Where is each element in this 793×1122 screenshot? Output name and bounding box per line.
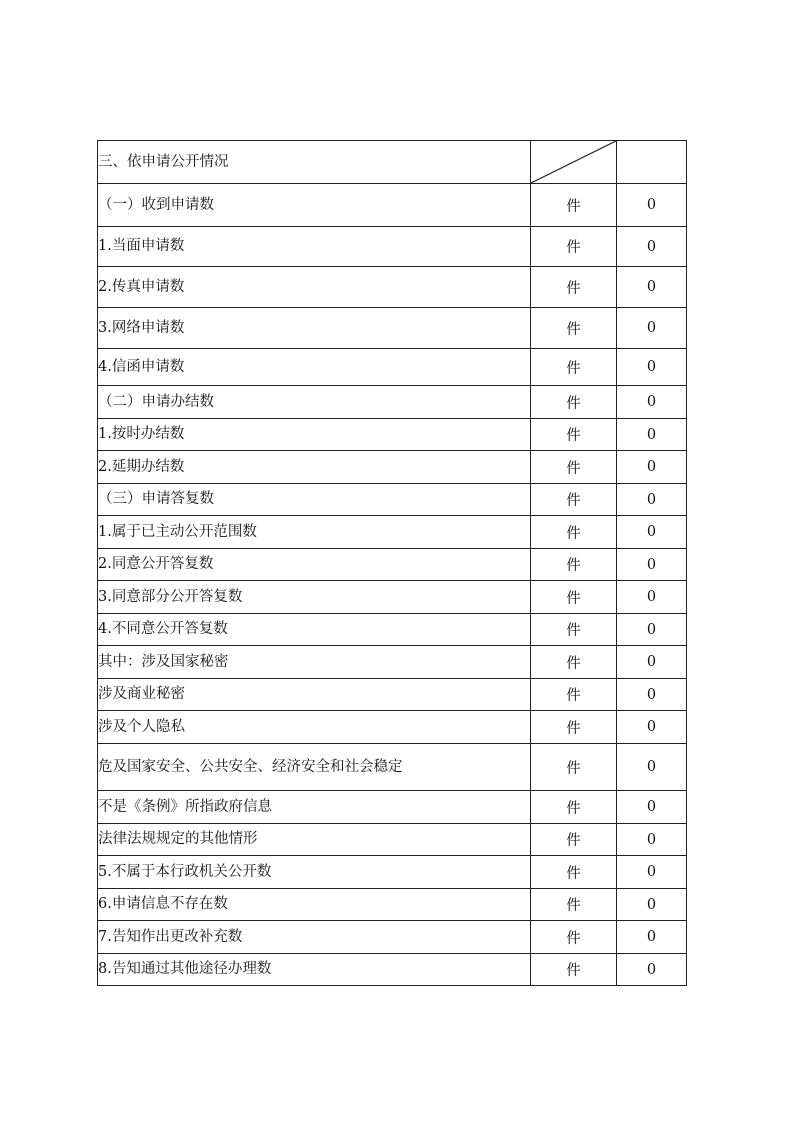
row-value: 0: [617, 614, 687, 646]
section-title: 三、依申请公开情况: [98, 141, 531, 184]
table-row: [98, 856, 687, 889]
row-label: 2.传真申请数: [98, 267, 531, 308]
table-row: [98, 549, 687, 581]
row-label: 8.告知通过其他途径办理数: [98, 954, 531, 986]
row-unit: 件: [531, 921, 617, 954]
row-label: 其中：涉及国家秘密: [98, 646, 531, 679]
row-unit: 件: [531, 349, 617, 386]
row-label: 5.不属于本行政机关公开数: [98, 856, 531, 889]
row-unit: 件: [531, 484, 617, 516]
row-unit: 件: [531, 679, 617, 711]
row-label: 7.告知作出更改补充数: [98, 921, 531, 954]
row-unit: 件: [531, 386, 617, 419]
row-label: 3.同意部分公开答复数: [98, 581, 531, 614]
row-value: 0: [617, 646, 687, 679]
row-unit: 件: [531, 744, 617, 791]
row-label: （一）收到申请数: [98, 184, 531, 227]
row-value: 0: [617, 451, 687, 484]
row-label: 涉及商业秘密: [98, 679, 531, 711]
row-unit: 件: [531, 954, 617, 986]
row-value: 0: [617, 227, 687, 267]
row-value: 0: [617, 744, 687, 791]
row-value: 0: [617, 824, 687, 856]
row-label: 3.网络申请数: [98, 308, 531, 349]
row-unit: 件: [531, 614, 617, 646]
table-row: [98, 184, 687, 227]
table-row: [98, 921, 687, 954]
row-unit: 件: [531, 227, 617, 267]
row-unit: 件: [531, 184, 617, 227]
row-label: 1.按时办结数: [98, 419, 531, 451]
table-row: [98, 744, 687, 791]
table-row: [98, 349, 687, 386]
row-unit: 件: [531, 516, 617, 549]
table-row: [98, 451, 687, 484]
row-value: 0: [617, 419, 687, 451]
table-row: [98, 679, 687, 711]
table-row: [98, 646, 687, 679]
row-label: 1.属于已主动公开范围数: [98, 516, 531, 549]
row-value: 0: [617, 856, 687, 889]
diagonal-cell: [531, 141, 617, 184]
row-value: 0: [617, 921, 687, 954]
row-unit: 件: [531, 419, 617, 451]
empty-header-cell: [617, 141, 687, 184]
row-value: 0: [617, 386, 687, 419]
table-row: [98, 419, 687, 451]
table-header-row: [98, 141, 687, 184]
row-unit: 件: [531, 711, 617, 744]
row-value: 0: [617, 581, 687, 614]
row-unit: 件: [531, 308, 617, 349]
diagonal-line: [531, 141, 616, 183]
row-value: 0: [617, 308, 687, 349]
row-unit: 件: [531, 646, 617, 679]
row-value: 0: [617, 954, 687, 986]
row-label: 危及国家安全、公共安全、经济安全和社会稳定: [98, 744, 531, 791]
row-value: 0: [617, 184, 687, 227]
row-unit: 件: [531, 451, 617, 484]
table-row: [98, 791, 687, 824]
row-unit: 件: [531, 549, 617, 581]
table-row: [98, 581, 687, 614]
row-value: 0: [617, 711, 687, 744]
table-row: [98, 516, 687, 549]
row-label: （二）申请办结数: [98, 386, 531, 419]
row-unit: 件: [531, 267, 617, 308]
table-row: [98, 614, 687, 646]
row-label: 2.同意公开答复数: [98, 549, 531, 581]
row-label: 法律法规规定的其他情形: [98, 824, 531, 856]
table-row: [98, 484, 687, 516]
table-row: [98, 227, 687, 267]
row-unit: 件: [531, 824, 617, 856]
row-value: 0: [617, 484, 687, 516]
row-value: 0: [617, 889, 687, 921]
row-unit: 件: [531, 581, 617, 614]
row-value: 0: [617, 679, 687, 711]
row-label: 6.申请信息不存在数: [98, 889, 531, 921]
disclosure-table: [97, 140, 687, 986]
table-row: [98, 711, 687, 744]
table-row: [98, 889, 687, 921]
row-label: 4.信函申请数: [98, 349, 531, 386]
row-unit: 件: [531, 856, 617, 889]
row-label: 2.延期办结数: [98, 451, 531, 484]
row-label: （三）申请答复数: [98, 484, 531, 516]
table-row: [98, 308, 687, 349]
row-unit: 件: [531, 791, 617, 824]
row-value: 0: [617, 549, 687, 581]
row-value: 0: [617, 791, 687, 824]
table-row: [98, 824, 687, 856]
row-unit: 件: [531, 889, 617, 921]
row-label: 不是《条例》所指政府信息: [98, 791, 531, 824]
table-row: [98, 267, 687, 308]
table-row: [98, 386, 687, 419]
row-label: 涉及个人隐私: [98, 711, 531, 744]
row-value: 0: [617, 349, 687, 386]
table-row: [98, 954, 687, 986]
row-value: 0: [617, 516, 687, 549]
row-value: 0: [617, 267, 687, 308]
row-label: 4.不同意公开答复数: [98, 614, 531, 646]
row-label: 1.当面申请数: [98, 227, 531, 267]
